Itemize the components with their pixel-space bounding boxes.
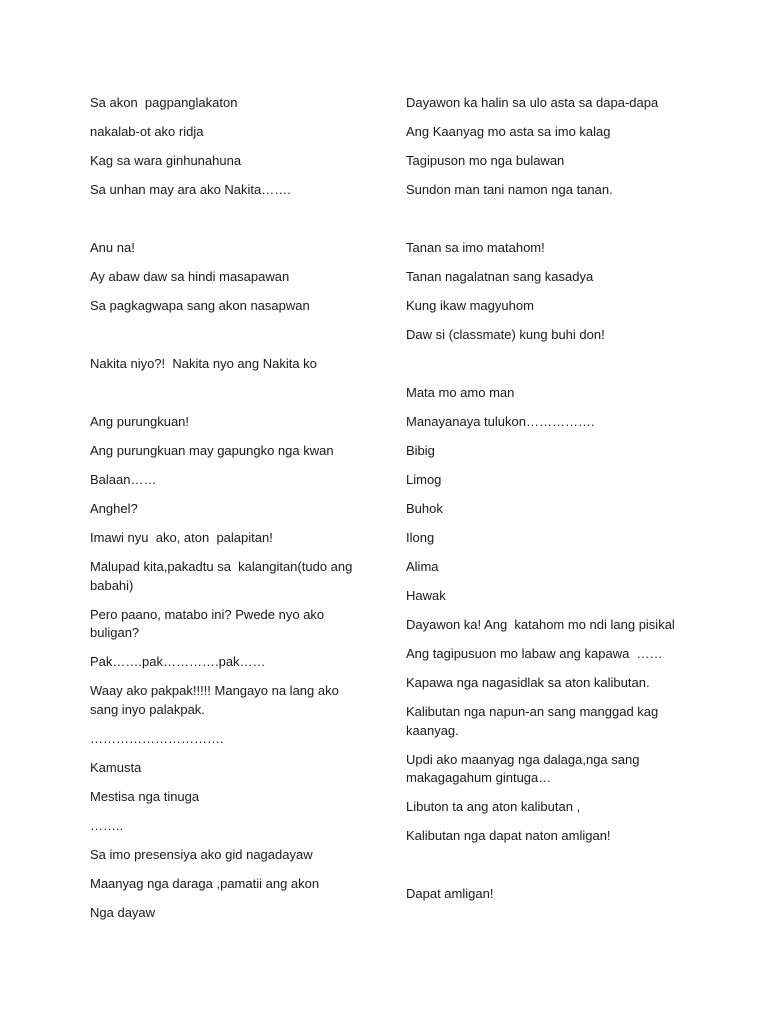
- poem-line: Daw si (classmate) kung buhi don!: [406, 327, 605, 342]
- poem-line: Libuton ta ang aton kalibutan ,: [406, 799, 581, 814]
- poem-line: Bibig: [406, 443, 435, 458]
- left-column: [90, 94, 370, 933]
- stanza-break: [406, 856, 696, 885]
- poem-line: Ang purungkuan!: [90, 414, 190, 429]
- poem-line: Malupad kita,pakadtu sa kalangitan(tudo ang babahi): [90, 559, 356, 593]
- poem-line: Updi ako maanyag nga dalaga,nga sang makagagahum gintuga…: [406, 751, 644, 785]
- poem-line: Nga dayaw: [90, 904, 156, 920]
- poem-line: Balaan……: [90, 472, 157, 487]
- poem-line: Nakita niyo?! Nakita nyo ang Nakita ko: [90, 356, 317, 371]
- poem-line: Manayanaya tulukon…………….: [406, 414, 595, 429]
- poem-line: Kapawa nga nagasidlak sa aton kalibutan.: [406, 675, 650, 690]
- stanza-break: [90, 210, 370, 239]
- poem-line: Dayawon ka halin sa ulo asta sa dapa-dapa: [406, 95, 659, 110]
- stanza-break: [90, 326, 370, 355]
- poem-line: Ang tagipusuon mo labaw ang kapawa ……: [406, 646, 663, 661]
- poem-line: Kung ikaw magyuhom: [406, 298, 534, 313]
- poem-line: ………………………….: [90, 730, 224, 746]
- poem-line: Imawi nyu ako, aton palapitan!: [90, 530, 273, 545]
- stanza-break: [406, 210, 696, 239]
- poem-line: Tanan nagalatnan sang kasadya: [406, 269, 594, 284]
- poem-line: Mestisa nga tinuga: [90, 788, 200, 804]
- poem-line: Ay abaw daw sa hindi masapawan: [90, 269, 290, 284]
- poem-line: Pak…….pak………….pak……: [90, 654, 266, 669]
- poem-line: Sa imo presensiya ako gid nagadayaw: [90, 846, 313, 862]
- poem-line: ……..: [90, 817, 124, 833]
- stanza-break: [90, 384, 370, 413]
- poem-line: Maanyag nga daraga ,pamatii ang akon: [90, 875, 320, 891]
- poem-line: Ilong: [406, 530, 435, 545]
- poem-line: Sa unhan may ara ako Nakita…….: [90, 182, 291, 197]
- poem-line: Kalibutan nga napun-an sang manggad kag kaanyag.: [406, 704, 662, 738]
- poem-line: Kamusta: [90, 759, 142, 775]
- poem-line: Limog: [406, 472, 442, 487]
- poem-line: nakalab-ot ako ridja: [90, 124, 204, 139]
- poem-line: Dayawon ka! Ang katahom mo ndi lang pisikal: [406, 617, 675, 632]
- poem-line: Kalibutan nga dapat naton amligan!: [406, 828, 611, 843]
- poem-line: Buhok: [406, 501, 443, 516]
- poem-line: Kag sa wara ginhunahuna: [90, 153, 242, 168]
- poem-line: Sa pagkagwapa sang akon nasapwan: [90, 298, 310, 313]
- poem-line: Anu na!: [90, 240, 135, 255]
- poem-line: Hawak: [406, 588, 446, 603]
- poem-line: Waay ako pakpak!!!!! Mangayo na lang ako sang inyo palakpak.: [90, 683, 343, 717]
- right-column: [406, 94, 696, 914]
- poem-line: Ang purungkuan may gapungko nga kwan: [90, 443, 334, 458]
- poem-line: Alima: [406, 559, 439, 574]
- poem-line: Tanan sa imo matahom!: [406, 240, 545, 255]
- poem-line: Mata mo amo man: [406, 385, 515, 400]
- poem-line: Pero paano, matabo ini? Pwede nyo ako buligan?: [90, 606, 328, 640]
- poem-line: Sa akon pagpanglakaton: [90, 95, 238, 110]
- stanza-break: [406, 355, 696, 384]
- poem-line: Tagipuson mo nga bulawan: [406, 153, 565, 168]
- poem-line: Sundon man tani namon nga tanan.: [406, 182, 613, 197]
- poem-line: Ang Kaanyag mo asta sa imo kalag: [406, 124, 611, 139]
- poem-line: Anghel?: [90, 501, 138, 516]
- poem-line: Dapat amligan!: [406, 886, 494, 901]
